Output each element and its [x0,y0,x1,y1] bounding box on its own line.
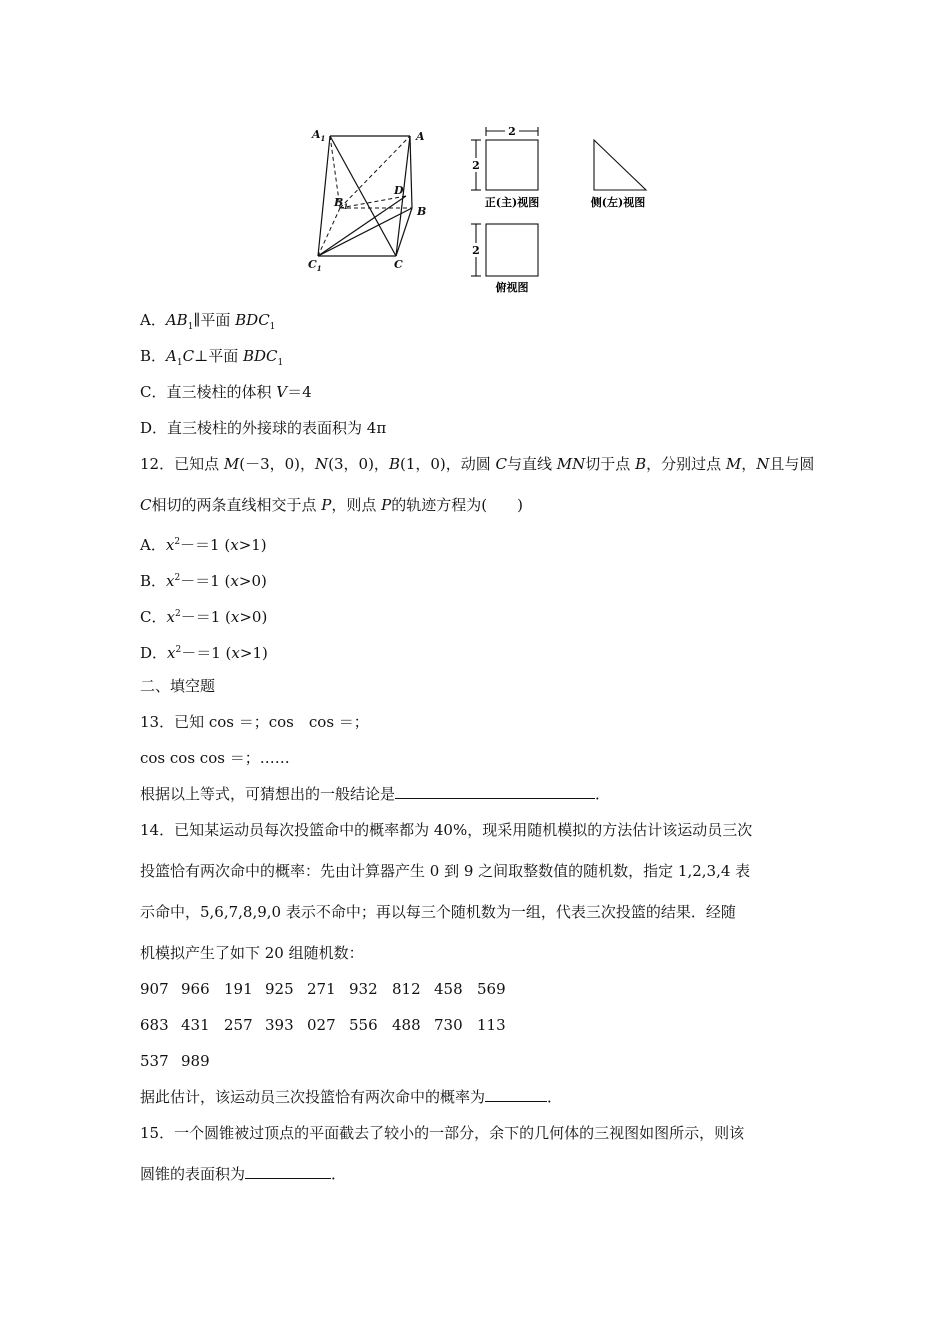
random-number: 989 [181,1052,210,1070]
q15-line2: 圆锥的表面积为 ． [140,1165,347,1183]
q11-option-d: D．直三棱柱的外接球的表面积为 4π [140,419,387,437]
q13-line1: 13．已知 cos ＝；cos cos ＝； [140,713,369,731]
random-number: 556 [349,1016,378,1034]
q14-line2: 投篮恰有两次命中的概率：先由计算器产生 0 到 9 之间取整数值的随机数，指定 1,2,3,4 表 [140,862,751,880]
front-height-dim: 2 [472,159,480,172]
q11-option-b: B．$A_1C\perp$平面 $BDC_1$ [140,347,284,368]
label-b: B [417,205,427,218]
random-number: 966 [181,980,210,998]
q12-stem-line2: C相切的两条直线相交于点 P，则点 P的轨迹方程为( ) [140,496,523,514]
random-number: 730 [434,1016,463,1034]
random-number: 932 [349,980,378,998]
label-a1: $A_1$ [312,128,326,143]
q15-answer-blank[interactable] [245,1164,331,1179]
q14-line5: 据此估计，该运动员三次投篮恰有两次命中的概率为 ． [140,1088,563,1106]
q14-answer-blank[interactable] [485,1087,547,1102]
random-number: 431 [181,1016,210,1034]
label-c: C [394,258,403,271]
label-b1: $B_1$ [334,196,349,211]
q12-option-d: D．$x^2-=1$ (x>1) [140,644,268,662]
q12-stem-line1: 12．已知点 M(－3，0)，N(3，0)，B(1，0)，动圆 C与直线 MN切于点 B，分别过点 M，N且与圆 [140,455,815,473]
q14-line1: 14．已知某运动员每次投篮命中的概率都为 40%，现采用随机模拟的方法估计该运动员三次 [140,821,753,839]
random-number: 925 [265,980,294,998]
q11-option-c: C．直三棱柱的体积 V＝4 [140,383,312,401]
front-width-dim: 2 [508,125,516,138]
front-view-square [486,140,538,190]
figure-svg [300,120,680,300]
section-heading: 二、填空题 [140,677,216,695]
random-number: 537 [140,1052,169,1070]
top-view-square [486,224,538,276]
q12-option-b: B．$x^2-=1$ (x>0) [140,572,267,590]
random-number: 812 [392,980,421,998]
random-number: 113 [477,1016,506,1034]
q11-option-a: A．$AB_1\parallel$平面 $BDC_1$ [140,311,276,332]
label-c1: $C_1$ [308,258,322,273]
random-number: 257 [224,1016,253,1034]
q13-line2: cos cos cos ＝；…… [140,749,290,767]
top-view-label: 俯视图 [495,281,529,294]
edge-a-b [410,136,412,208]
label-a: A [416,130,425,143]
side-view-label: 侧(左)视图 [590,196,646,209]
random-number: 488 [392,1016,421,1034]
q15-line1: 15．一个圆锥被过顶点的平面截去了较小的一部分，余下的几何体的三视图如图所示，则该 [140,1124,745,1142]
edge-a1-c1 [318,136,330,256]
q13-line3: 根据以上等式，可猜想出的一般结论是 ． [140,785,611,803]
random-number: 569 [477,980,506,998]
random-number: 458 [434,980,463,998]
label-d: D [394,184,404,197]
top-height-dim: 2 [472,244,480,257]
random-number: 907 [140,980,169,998]
q12-option-c: C．$x^2-=1$ (x>0) [140,608,268,626]
random-number: 027 [307,1016,336,1034]
random-number: 683 [140,1016,169,1034]
side-view-triangle [594,140,646,190]
geometry-figure [300,120,680,300]
q14-line3: 示命中，5,6,7,8,9,0 表示不命中；再以每三个随机数为一组，代表三次投篮的结果．经随 [140,903,736,921]
q12-option-a: A．$x^2-=1$ (x>1) [140,536,267,554]
q13-answer-blank[interactable] [395,784,595,799]
edge-c1-d [318,196,406,256]
q14-line4: 机模拟产生了如下 20 组随机数： [140,944,364,962]
front-view-label: 正(主)视图 [484,196,540,209]
random-number: 393 [265,1016,294,1034]
random-number: 271 [307,980,336,998]
random-number: 191 [224,980,253,998]
edge-b1-a [340,136,410,208]
